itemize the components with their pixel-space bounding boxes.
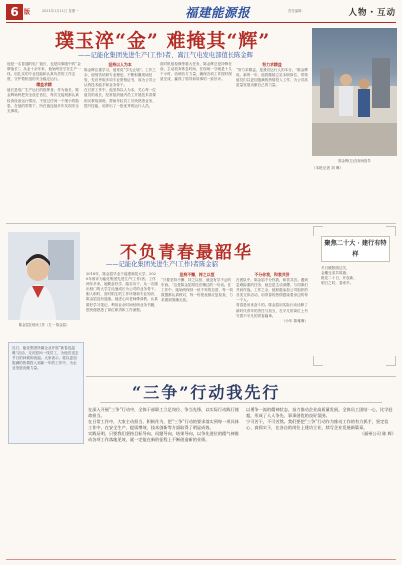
article1-paragraph: 在日常工作中，他坚持以人为本，关心每一位值员的成长，经常组织值内员工开展技术讲课和反事故演练，帮助年轻员工尽快熟悉业务、提升技能，培养出了一批优秀的运行人员。 (84, 88, 156, 108)
footer-rule (6, 559, 396, 560)
poem-lines (321, 266, 388, 361)
article3-headline: “三争”行动我先行 (132, 383, 281, 402)
article2-subheadline: ——记能化集团先进生产(工作)者陈金貂 (106, 261, 218, 268)
article1-paragraph: “努力求精益，是我们运行人的本分。”陈金辉说。新的一年，他将继续立足本职岗位，带领值员们以更加饱满的热情投入工作，为公司高质量发展贡献自己的力量。 (236, 68, 308, 88)
article2-photo (8, 232, 80, 320)
article1-col1 (7, 62, 81, 220)
article3-paragraph: 以勇争一流的精神状态，奋力推动企业高质量发展。全体员工团结一心，比学赶超，形成了人人争先、事事创优的良好氛围。 (246, 407, 393, 418)
poem-line: 金雕兄弟共筑墙； (321, 271, 350, 276)
divider (100, 402, 382, 403)
section-name: 人物・互动 (348, 8, 396, 18)
issue-date: 2021年1月11日 星期一 (42, 9, 79, 13)
page-number-badge: 6 (6, 4, 23, 20)
article3-paragraph: 宁可苦干，不可苦熬。我们要把“三争”行动作为推动工作的有力抓手，坚定信心、真抓实干，在各自的岗位上建功立业，续写企业发展新篇章。 (246, 419, 389, 430)
sidebar-paragraph: 近日，能化集团所属企业开展“新春送温暖”活动，走访慰问一线员工，为他们送去节日的问候和祝福。大家表示，将以更加饱满的热情投入到新一年的工作中，为企业发展贡献力量。 (12, 346, 79, 371)
article2-col2 (161, 272, 233, 372)
article3-left (88, 407, 240, 557)
portrait-illustration (8, 232, 80, 320)
poem-box (313, 226, 396, 366)
sidebar-box (8, 342, 84, 444)
article1-col2 (84, 62, 156, 220)
divider (86, 376, 396, 377)
article2-photo-caption: 陈金貂在现场工作（左一 陈金貂） (18, 323, 70, 327)
article1-photo-caption: 陈金辉(左)在现场指导 (338, 159, 371, 163)
poem-title-plate (321, 236, 390, 262)
article1-col4 (236, 62, 308, 220)
article3-intro: 在深入开展“三争”行动中，全体干部职工立足岗位、争当先锋，以实际行动践行使命担当。 (88, 407, 239, 418)
article3-paragraph: 在日常工作中，大家主动担当、积极作为，把“三争”行动的要求落实到每一项具体工作中，在安全生产、提质增效、技术创新等方面取得了明显成效。 (88, 419, 239, 430)
article1-headline: 璞玉淬“金” 难掩其“辉” (55, 30, 271, 52)
poem-line: 桃花二十日，开放新， (321, 276, 357, 281)
article1-col5 (312, 166, 397, 220)
article2-paragraph: 青春是用来奋斗的。陈金貂用实际行动诠释了新时代青年的责任与担当，在平凡的岗位上书写着不平凡的青春篇章。 (236, 303, 308, 318)
article2-headline: 不负青春最韶华 (120, 243, 253, 263)
sidebar-text (12, 346, 80, 440)
article1-photo (312, 28, 397, 156)
article3-paragraph: 实践证明，只要我们坚持目标导向、问题导向、结果导向，以争先进位的精气神推动各项工作落地见效，就一定能在新的征程上不断创造新的业绩。 (88, 431, 239, 442)
header-rule (6, 22, 396, 23)
article2-paragraph: 2018年，陈金貂毕业于福建师范大学，2020年被评为能化集团先进生产(工作)者。工作两年多来，她勤奋好学、踏实肯干，从一名刚出校门的大学生迅速成长为公司的业务骨干。 (86, 272, 158, 292)
article1-subheadline: ——记能化集团先进生产(工作)者、嵩江气电发电部值长陈金辉 (78, 52, 253, 59)
masthead-title: 福建能源报 (185, 5, 251, 20)
article1-paragraph: 他是一名普通的电厂值长，也是同事眼中的“金牌值长”。从业十余年来，他始终坚守在生产一线，用扎实的专业技能和认真负责的工作态度，守护着机组的安全稳定运行。 (7, 62, 81, 82)
article3-byline: （福州公司 陈 辉） (359, 431, 396, 436)
article2-col1 (86, 272, 158, 372)
article1-paragraph: 面对机组检修等重大任务，陈金辉总是冲锋在前，主动放弃休息时间，在现场一守就是十几个小时，协调各方力量，确保各项工作按时保质完成，赢得了领导和同事的一致好评。 (160, 62, 232, 82)
article1-subhead: 坚持以人为本 (108, 62, 132, 67)
article2-col3 (236, 272, 308, 372)
box-corner (313, 226, 323, 236)
article2-paragraph: “只要坚持不懈、持之以恒，就没有学不会的东西。”这是陈金貂常挂在嘴边的一句话。在工作中，她始终保持一丝不苟的态度，每一项数据都认真核对，每一份报表都反复检查，力求做到准确无误。 (161, 278, 233, 303)
article2-subhead: 坚持不懈，持之以恒 (179, 272, 215, 277)
article1-col3 (160, 62, 232, 220)
article1-byline: （本报记者 刘 琳） (312, 166, 344, 170)
article2-byline: （小年 陈雅琳） (281, 318, 308, 323)
article1-paragraph: 陈金辉注重学习，他常说“学无止境”。工作之余，他刻苦钻研专业理论，不断积累现场经验，先后考取多项专业资格证书，成为公司公认的技术能手和业务骨干。 (84, 68, 156, 88)
poem-line: 冬日暖阳照边关， (321, 266, 350, 270)
editor-line: 责任编辑： (288, 9, 305, 13)
article1-subhead: 努力求精益 (262, 62, 282, 67)
divider (6, 223, 396, 224)
photo-illustration (312, 28, 397, 156)
box-corner (386, 226, 396, 236)
article3-right (246, 407, 396, 557)
article2-paragraph: 在团队中，陈金貂不分你我，和衷共济。遇到急难险重的任务，她总是主动请缨，与同事们并肩作战。工作之余，她积极参加公司组织的各类文体活动，用青春的热情感染着身边的每一个人。 (236, 278, 308, 303)
article1-subhead: 精益求精 (36, 82, 52, 88)
page-label: 版 (24, 9, 31, 16)
article2-subhead: 不分你我，和衷共济 (254, 272, 290, 277)
poem-title: 聚焦二十大 · 建行有特样 (324, 240, 387, 258)
article1-paragraph: 值长是电厂生产运行的指挥者。作为值长，陈金辉始终把安全放在首位，每次交接班都认真检查设备运行情况，不放过任何一个细小的隐患，在他的带领下，所在值连续多年实现安全无事故。 (7, 88, 79, 113)
poem-line: 明日之时，春来早。 (321, 281, 354, 286)
article2-paragraph: 刚入职时，面对陌生的工作环境和专业知识，陈金貂没有退缩。她虚心向老师傅请教，认真做好学习笔记，利用业余时间钻研业务书籍，很快便熟悉了岗位职责和工作流程。 (86, 292, 158, 312)
